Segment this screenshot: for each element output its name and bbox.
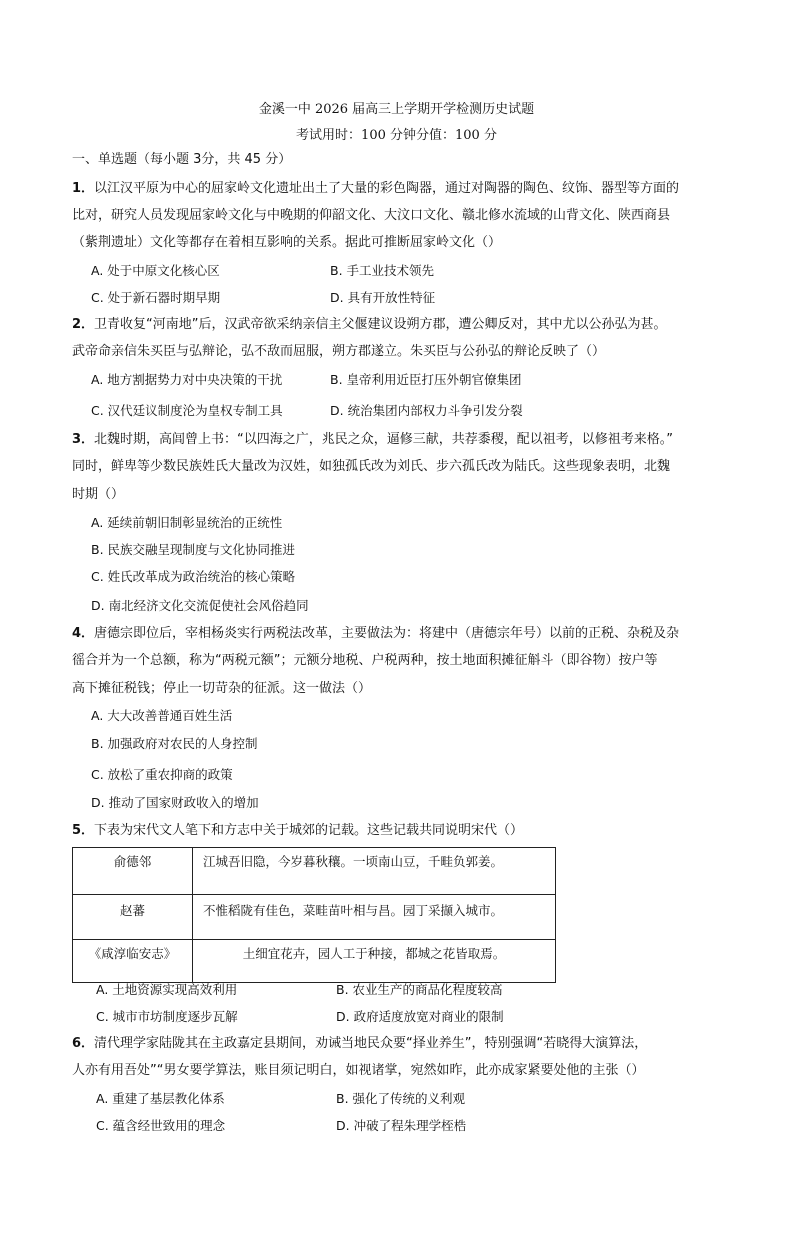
source-table bbox=[72, 847, 556, 983]
option-d[interactable]: D. 冲破了程朱理学桎梏 bbox=[336, 1118, 467, 1133]
table-cell-source: 《咸淳临安志》 bbox=[73, 940, 193, 983]
option-d[interactable]: D. 推动了国家财政收入的增加 bbox=[91, 795, 259, 810]
table-row bbox=[73, 848, 556, 895]
option-b[interactable]: B. 强化了传统的义利观 bbox=[336, 1091, 466, 1106]
table-cell-text: 不惟稻陇有佳色，菜畦苗叶相与昌。园丁采撷入城市。 bbox=[193, 895, 556, 940]
table-cell-source: 赵蕃 bbox=[73, 895, 193, 940]
option-a[interactable]: A. 土地资源实现高效利用 bbox=[96, 982, 238, 997]
option-a[interactable]: A. 延续前朝旧制彰显统治的正统性 bbox=[91, 515, 283, 530]
option-a[interactable]: A. 大大改善普通百姓生活 bbox=[91, 708, 233, 723]
question-5-line-1 bbox=[72, 822, 732, 840]
option-b[interactable]: B. 加强政府对农民的人身控制 bbox=[91, 736, 258, 751]
table-row bbox=[73, 895, 556, 940]
question-4-line-3: 高下摊征税钱；停止一切苛杂的征派。这一做法（） bbox=[72, 681, 372, 696]
question-3-line-1 bbox=[72, 431, 732, 449]
option-c[interactable]: C. 处于新石器时期早期 bbox=[91, 290, 221, 305]
question-1-line-2: 比对，研究人员发现屈家岭文化与中晚期的仰韶文化、大汶口文化、赣北修水流域的山背文化、陕西商县 bbox=[72, 208, 671, 223]
option-c[interactable]: C. 蕴含经世致用的理念 bbox=[96, 1118, 226, 1133]
option-b[interactable]: B. 手工业技术领先 bbox=[330, 263, 435, 278]
option-a[interactable]: A. 重建了基层教化体系 bbox=[96, 1091, 225, 1106]
question-number: 2． bbox=[72, 317, 95, 332]
table-cell-source: 俞德邻 bbox=[73, 848, 193, 895]
question-4-line-1 bbox=[72, 625, 732, 643]
question-number: 1． bbox=[72, 181, 95, 196]
option-d[interactable]: D. 统治集团内部权力斗争引发分裂 bbox=[330, 403, 523, 418]
question-number: 3． bbox=[72, 432, 95, 447]
question-text: 以江汉平原为中心的屈家岭文化遗址出土了大量的彩色陶器，通过对陶器的陶色、纹饰、器型等方面的 bbox=[94, 181, 680, 196]
exam-subtitle: 考试用时：100 分钟分值：100 分 bbox=[296, 128, 497, 143]
option-c[interactable]: C. 放松了重农抑商的政策 bbox=[91, 767, 233, 782]
exam-title: 金溪一中 2026 届高三上学期开学检测历史试题 bbox=[258, 102, 535, 117]
question-6-line-2: 人亦有用吾处”“男女要学算法，账目须记明白，如视诸掌，宛然如昨，此亦成家紧要处他的主张（） bbox=[72, 1063, 645, 1078]
question-text: 卫青收复“河南地”后，汉武帝欲采纳亲信主父偃建议设朔方郡，遭公卿反对，其中尤以公孙弘为甚。 bbox=[94, 317, 667, 332]
question-text: 唐德宗即位后，宰相杨炎实行两税法改革，主要做法为：将建中（唐德宗年号）以前的正税、杂税及杂 bbox=[94, 626, 680, 641]
table-cell-text: 土细宜花卉，园人工于种接，都城之花皆取焉。 bbox=[193, 940, 556, 983]
option-d[interactable]: D. 具有开放性特征 bbox=[330, 290, 436, 305]
question-2-line-1 bbox=[72, 316, 732, 334]
option-a[interactable]: A. 地方割据势力对中央决策的干扰 bbox=[91, 372, 283, 387]
option-d[interactable]: D. 南北经济文化交流促使社会风俗趋同 bbox=[91, 598, 309, 613]
table-row bbox=[73, 940, 556, 983]
question-1-line-1 bbox=[72, 180, 732, 198]
option-d[interactable]: D. 政府适度放宽对商业的限制 bbox=[336, 1009, 504, 1024]
question-text: 北魏时期，高闾曾上书：“以四海之广，兆民之众，逼修三献，共荐黍稷，配以祖考，以修祖考来格。” bbox=[94, 432, 674, 447]
option-c[interactable]: C. 城市市坊制度逐步瓦解 bbox=[96, 1009, 238, 1024]
question-text: 清代理学家陆陇其在主政嘉定县期间，劝诫当地民众要“择业养生”，特别强调“若晓得大演算法， bbox=[94, 1036, 648, 1051]
question-3-line-2: 同时，鲜卑等少数民族姓氏大量改为汉姓，如独孤氏改为刘氏、步六孤氏改为陆氏。这些现象表明，北魏 bbox=[72, 459, 671, 474]
question-4-line-2: 徭合并为一个总额，称为“两税元额”；元额分地税、户税两种，按土地面积摊征斛斗（即谷物）按户等 bbox=[72, 653, 658, 668]
question-number: 4． bbox=[72, 626, 95, 641]
option-b[interactable]: B. 皇帝利用近臣打压外朝官僚集团 bbox=[330, 372, 522, 387]
question-1-line-3: （紫荆遗址）文化等都存在着相互影响的关系。据此可推断屈家岭文化（） bbox=[72, 235, 502, 250]
section-heading: 一、单选题（每小题 3分，共 45 分） bbox=[72, 152, 292, 167]
option-c[interactable]: C. 汉代廷议制度沦为皇权专制工具 bbox=[91, 403, 283, 418]
question-2-line-2: 武帝命亲信朱买臣与弘辩论，弘不敌而屈服，朔方郡遂立。朱买臣与公孙弘的辩论反映了（） bbox=[72, 344, 606, 359]
question-number: 5． bbox=[72, 823, 95, 838]
table-cell-text: 江城吾旧隐，今岁暮秋穰。一顷南山豆，千畦负郭姜。 bbox=[193, 848, 556, 895]
option-c[interactable]: C. 姓氏改革成为政治统治的核心策略 bbox=[91, 569, 296, 584]
question-text: 下表为宋代文人笔下和方志中关于城郊的记载。这些记载共同说明宋代（） bbox=[94, 823, 524, 838]
question-6-line-1 bbox=[72, 1035, 732, 1053]
option-a[interactable]: A. 处于中原文化核心区 bbox=[91, 263, 220, 278]
question-3-line-3: 时期（） bbox=[72, 487, 125, 502]
question-number: 6． bbox=[72, 1036, 95, 1051]
option-b[interactable]: B. 民族交融呈现制度与文化协同推进 bbox=[91, 542, 296, 557]
option-b[interactable]: B. 农业生产的商品化程度较高 bbox=[336, 982, 503, 997]
